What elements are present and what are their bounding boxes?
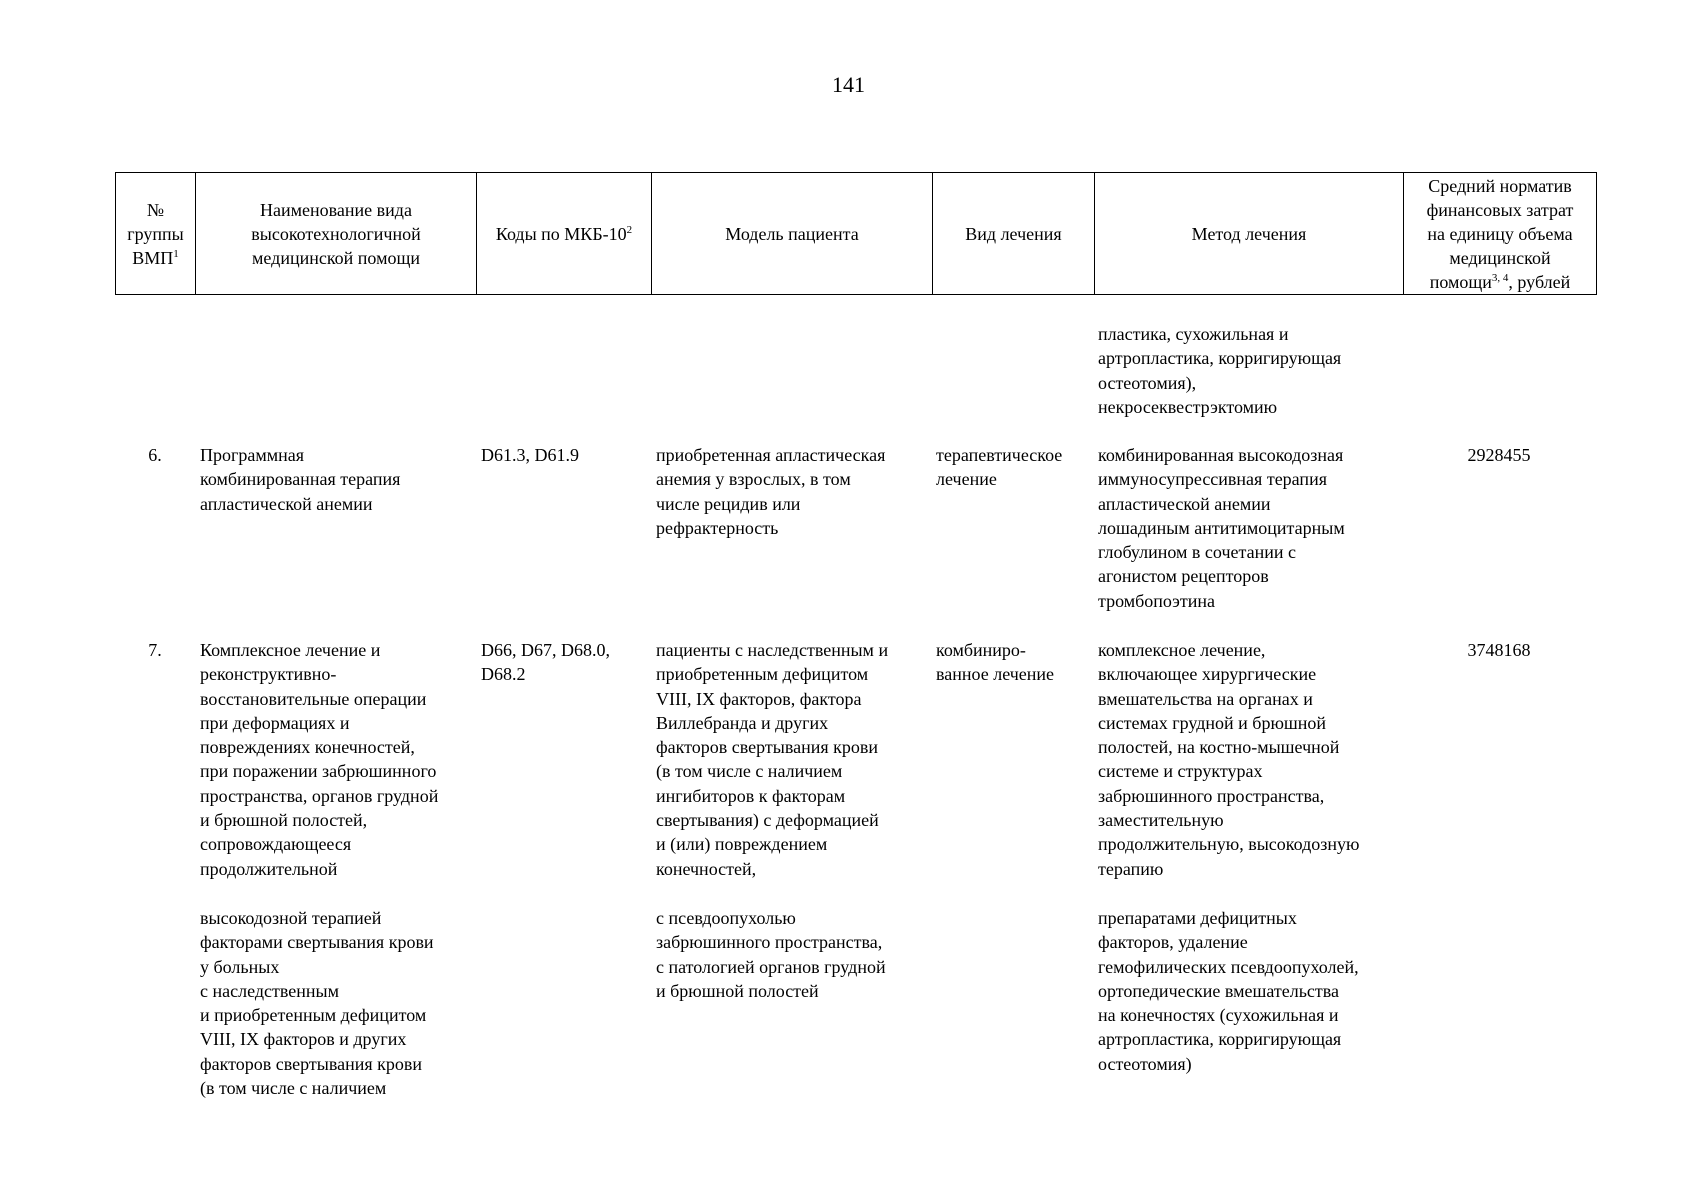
row-6-number: 6.: [148, 445, 162, 465]
header-group-number: № группы ВМП$^1$: [116, 173, 196, 295]
row-7-model-continued: с псевдоопухолью забрюшинного пространства, с патологией органов грудной и брюшной полостей: [656, 908, 886, 1001]
row-6-kind: терапевтическое лечение: [936, 445, 1063, 490]
header-treatment-method: Метод лечения: [1095, 173, 1404, 295]
row-7-method-continued: препаратами дефицитных факторов, удаление гемофилических псевдоопухолей, ортопедические вмешательства на конечностях (сухожильная и артропластика, корригирующая остеотомия): [1098, 908, 1359, 1074]
page-number: 141: [832, 72, 865, 97]
row-6-codes: D61.3, D61.9: [481, 445, 579, 465]
row-6-method: комбинированная высокодозная иммуносупрессивная терапия апластической анемии лошадиным антитимоцитарным глобулином в сочетании с агонистом рецепторов тромбопоэтина: [1098, 445, 1345, 611]
row-7-number: 7.: [148, 640, 162, 660]
row-7-method: комплексное лечение, включающее хирургические вмешательства на органах и системах грудной и брюшной полостей, на костно-мышечной системе и структурах забрюшинного пространства, заместительную продолжительную, высокодозную терапию: [1098, 640, 1360, 879]
row-7-name: Комплексное лечение и реконструктивно- восстановительные операции при деформациях и повреждениях конечностей, при поражении забрюшинного пространства, органов грудной и брюшной полостей, сопровождающееся продолжительной: [200, 640, 439, 879]
row-6-name: Программная комбинированная терапия апластической анемии: [200, 445, 401, 514]
row-7-codes: D66, D67, D68.0, D68.2: [481, 640, 610, 685]
header-care-type-name: Наименование вида высокотехнологичной медицинской помощи: [196, 173, 477, 295]
row-7-kind: комбиниро- ванное лечение: [936, 640, 1055, 685]
row-7-cost: 3748168: [1467, 640, 1531, 660]
continuation-method: пластика, сухожильная и артропластика, корригирующая остеотомия), некросеквестрэктомию: [1098, 324, 1342, 417]
row-6-model: приобретенная апластическая анемия у взрослых, в том числе рецидив или рефрактерность: [656, 445, 886, 538]
row-6-cost: 2928455: [1467, 445, 1531, 465]
header-icd-codes: Коды по МКБ-$10^2$: [477, 173, 652, 295]
row-7-name-continued: высокодозной терапией факторами свертывания крови у больных с наследственным и приобретенным дефицитом VIII, IX факторов и других факторов свертывания крови (в том числе с наличием: [200, 908, 434, 1099]
header-average-cost: Средний норматив финансовых затрат на единицу объема медицинской помощи$^{3, 4}$, рублей: [1404, 173, 1597, 295]
header-patient-model: Модель пациента: [652, 173, 933, 295]
table-header: [115, 172, 1597, 295]
header-treatment-kind: Вид лечения: [933, 173, 1095, 295]
row-7-model: пациенты с наследственным и приобретенным дефицитом VIII, IX факторов, фактора Виллебранда и других факторов свертывания крови (в том числе с наличием ингибиторов к факторам свертывания) с деформацией и (или) повреждением конечностей,: [656, 640, 889, 879]
